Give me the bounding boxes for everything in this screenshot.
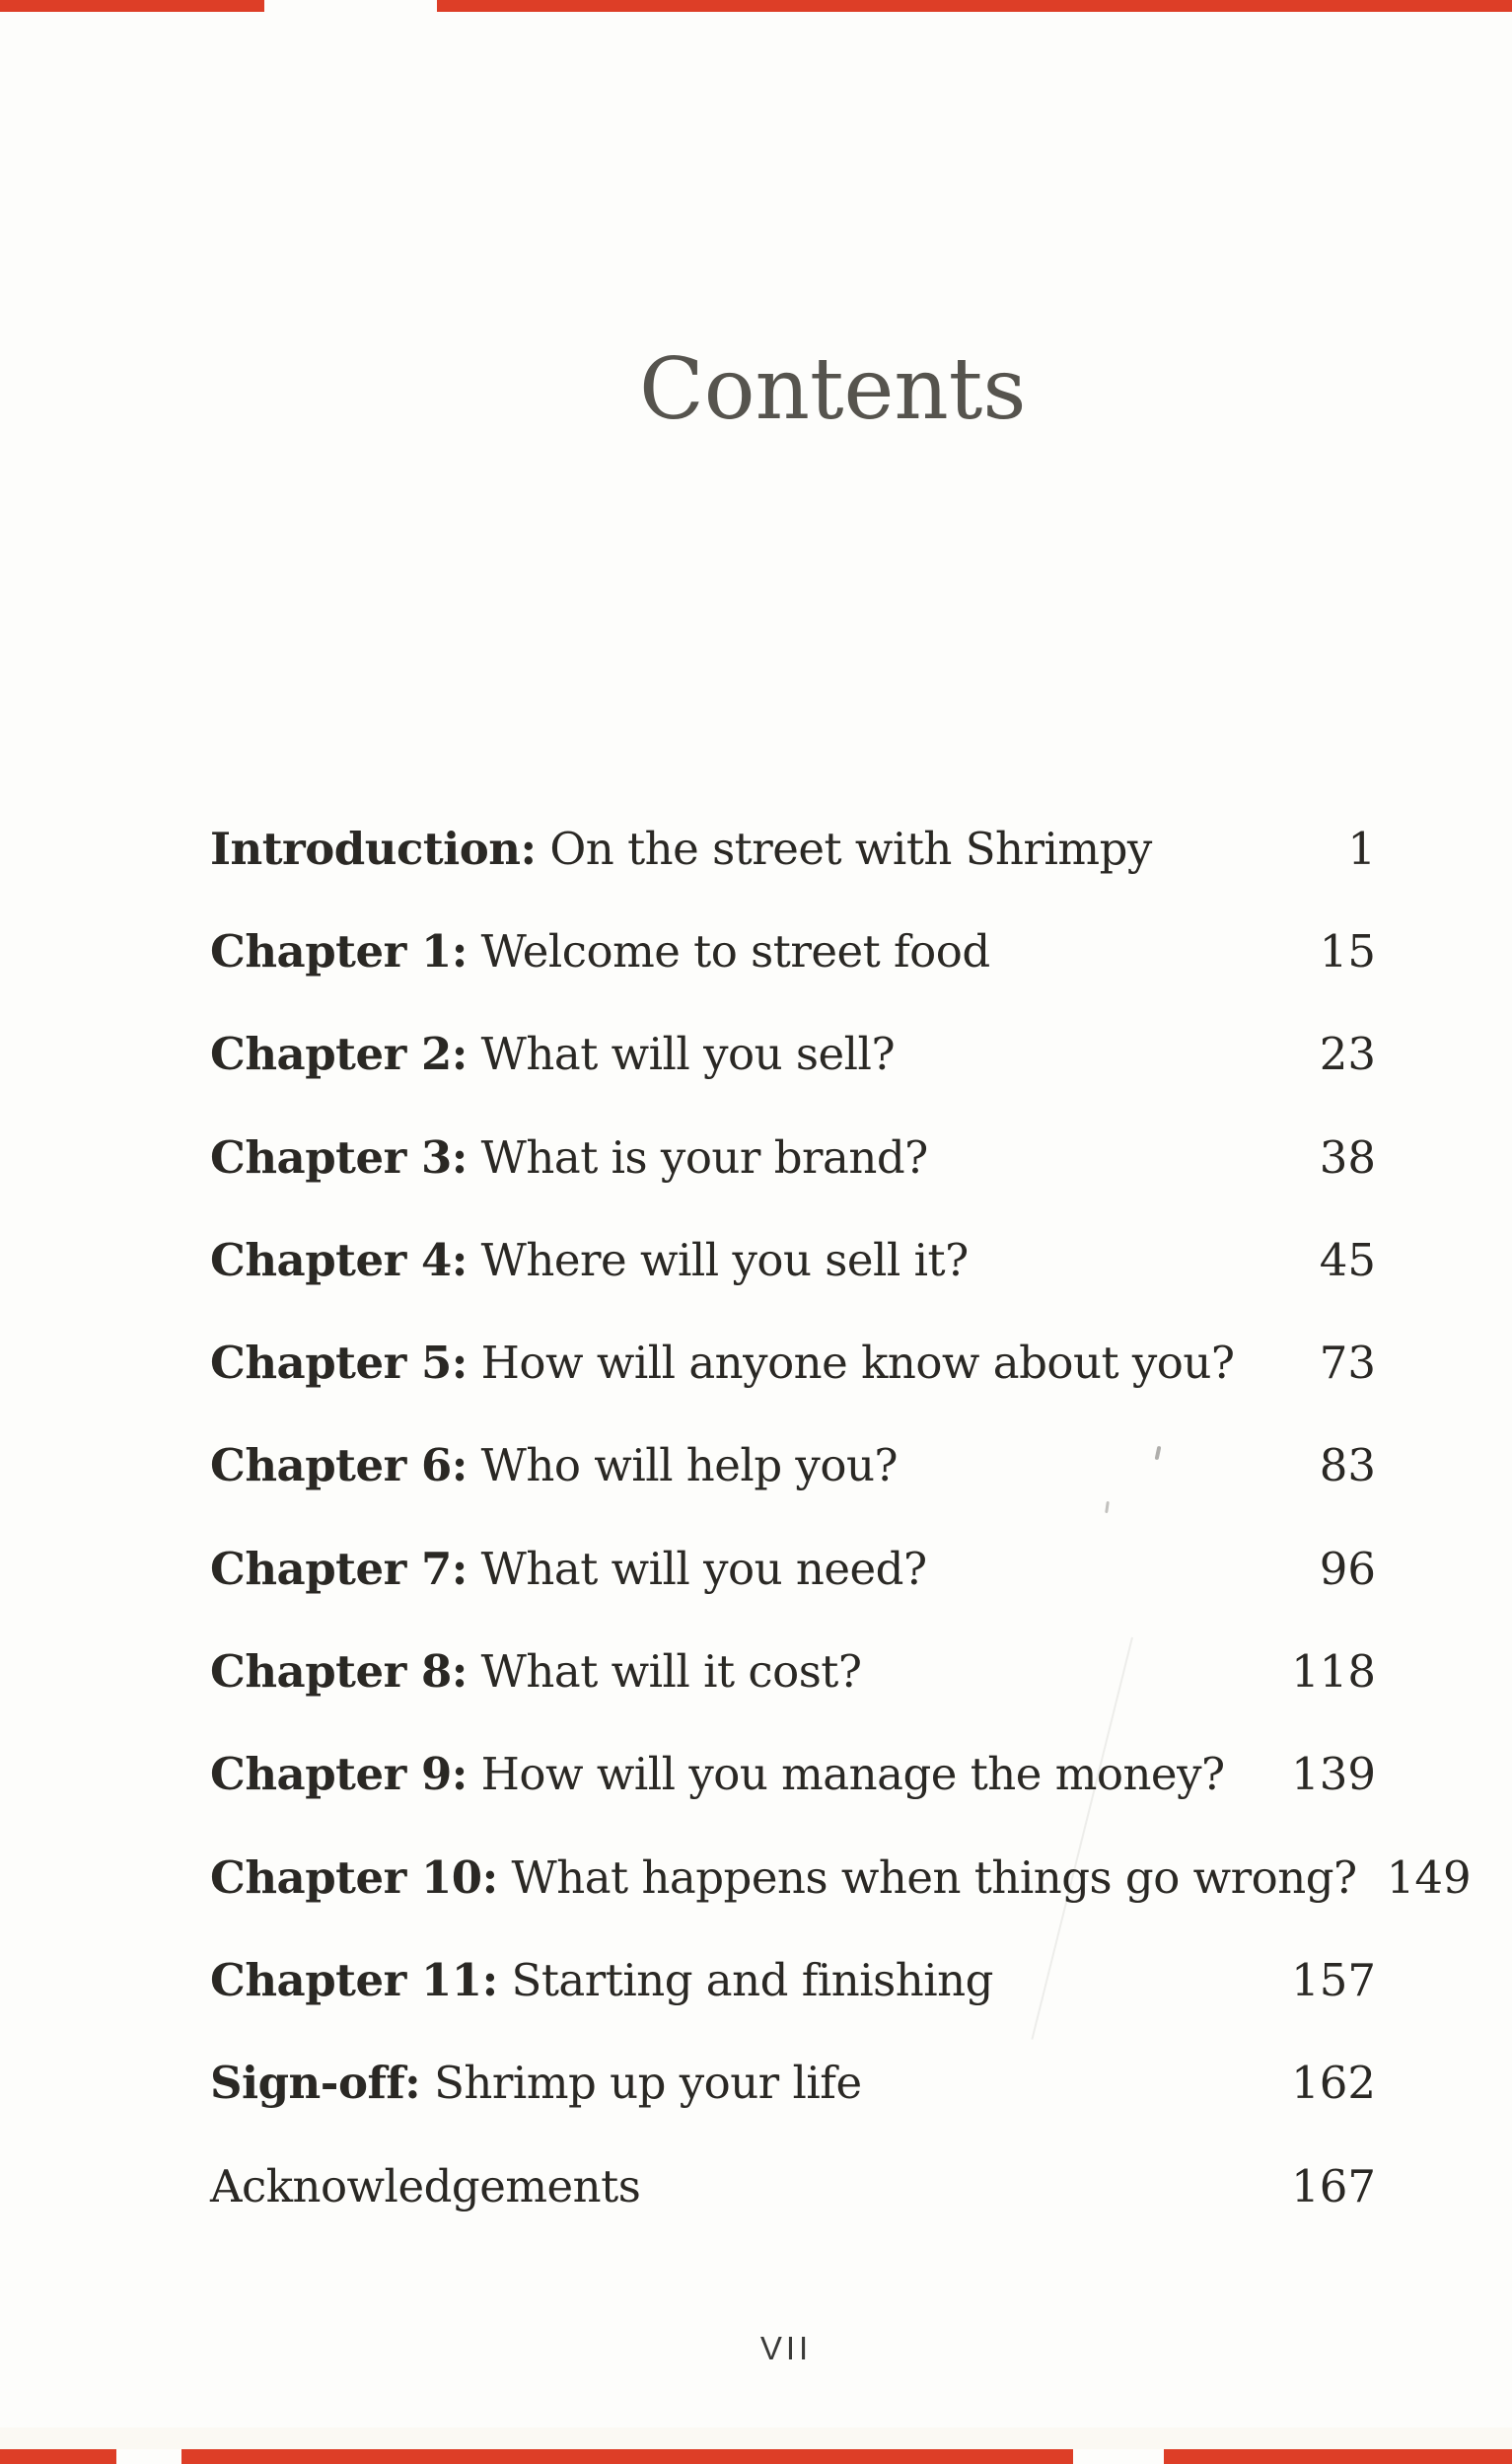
toc-entry xyxy=(210,797,1376,900)
toc-entry-label: Acknowledgements xyxy=(210,2159,641,2212)
page-title: Contents xyxy=(639,340,1027,439)
toc-entry-page: 45 xyxy=(1319,1233,1376,1286)
toc-entry-label: Chapter 9: How will you manage the money? xyxy=(210,1748,1225,1801)
toc-entry-page: 38 xyxy=(1319,1130,1376,1184)
toc-entry-label: Chapter 7: What will you need? xyxy=(210,1542,927,1595)
cover-edge-bottom-middle xyxy=(181,2449,1073,2464)
toc-entry xyxy=(210,900,1376,1002)
toc-entry xyxy=(210,1208,1376,1311)
toc-entry xyxy=(210,1826,1472,1928)
toc-entry xyxy=(210,1414,1376,1517)
toc-entry-label: Chapter 1: Welcome to street food xyxy=(210,924,990,978)
toc-entry-page: 149 xyxy=(1386,1850,1472,1904)
toc-entry xyxy=(210,1517,1376,1620)
toc-entry xyxy=(210,1003,1376,1106)
toc-entry xyxy=(210,1106,1376,1208)
toc-entry-label: Chapter 11: Starting and finishing xyxy=(210,1953,993,2006)
toc-entry-page: 139 xyxy=(1291,1748,1376,1801)
folio-page-number: VII xyxy=(759,2330,813,2366)
cover-edge-top-right xyxy=(437,0,1512,12)
toc-entry-page: 96 xyxy=(1319,1542,1376,1595)
toc-entry-label: Chapter 2: What will you sell? xyxy=(210,1028,896,1081)
toc-entry-label: Chapter 10: What happens when things go wrong? xyxy=(210,1850,1357,1904)
toc-entry-page: 23 xyxy=(1319,1028,1376,1081)
toc-entry-label: Chapter 3: What is your brand? xyxy=(210,1130,928,1184)
toc-entry xyxy=(210,1928,1376,2031)
toc-entry-page: 118 xyxy=(1291,1645,1376,1699)
toc-entry-label: Chapter 4: Where will you sell it? xyxy=(210,1233,969,1286)
toc-entry xyxy=(210,1723,1376,1826)
cover-edge-bottom-right xyxy=(1164,2449,1512,2464)
toc-list xyxy=(210,797,1472,2237)
toc-entry-label: Chapter 5: How will anyone know about you? xyxy=(210,1337,1235,1390)
toc-entry-page: 157 xyxy=(1291,1953,1376,2006)
toc-entry-page: 1 xyxy=(1347,822,1376,875)
toc-entry-label: Chapter 8: What will it cost? xyxy=(210,1645,862,1699)
cover-edge-top-left xyxy=(0,0,264,12)
toc-entry xyxy=(210,1311,1376,1413)
toc-entry-page: 73 xyxy=(1319,1337,1376,1390)
toc-entry xyxy=(210,2032,1376,2135)
toc-entry-page: 15 xyxy=(1319,924,1376,978)
toc-entry xyxy=(210,1620,1376,1722)
toc-entry-label: Introduction: On the street with Shrimpy xyxy=(210,822,1152,875)
toc-entry-page: 83 xyxy=(1319,1439,1376,1492)
toc-entry-label: Sign-off: Shrimp up your life xyxy=(210,2057,862,2110)
toc-entry-label: Chapter 6: Who will help you? xyxy=(210,1439,899,1492)
cover-edge-bottom-left xyxy=(0,2449,116,2464)
toc-entry xyxy=(210,2135,1376,2237)
toc-entry-page: 167 xyxy=(1291,2159,1376,2212)
toc-entry-page: 162 xyxy=(1291,2057,1376,2110)
scan-shadow xyxy=(0,2428,1512,2449)
